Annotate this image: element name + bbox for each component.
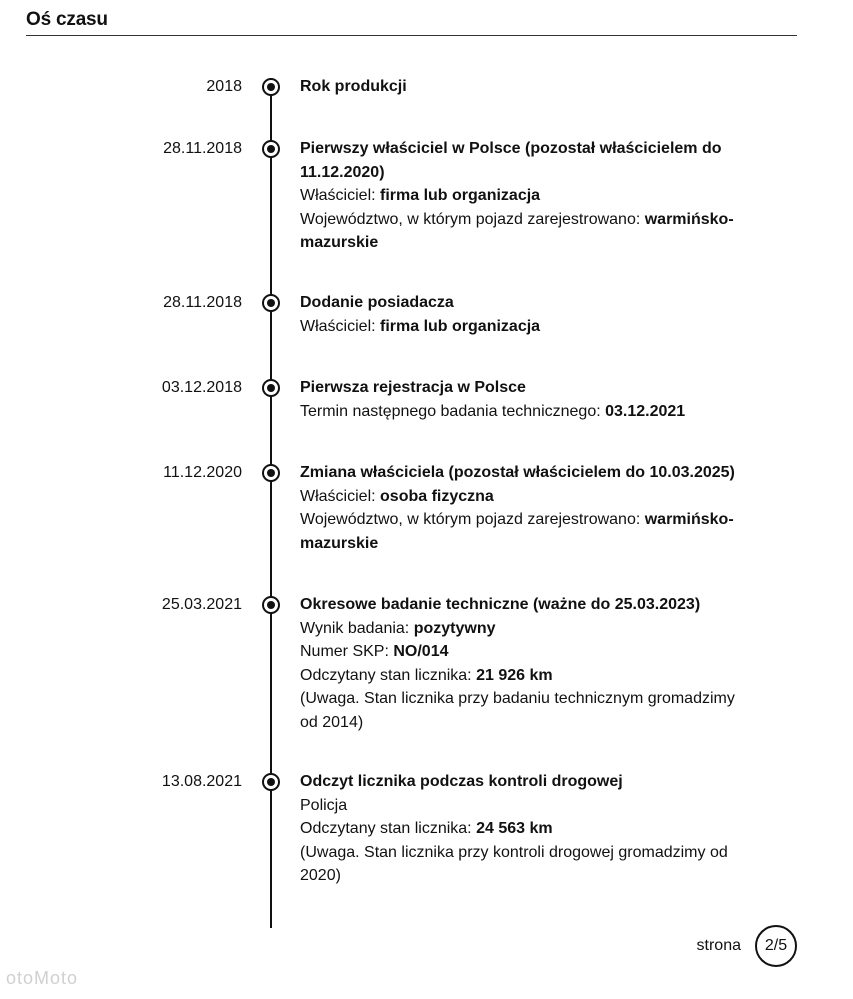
event-detail — [300, 208, 750, 255]
event-title: Okresowe badanie techniczne (ważne do 25.03.2023) — [300, 596, 701, 613]
detail-label: (Uwaga. Stan licznika przy badaniu technicznym gromadzimy od 2014) — [300, 690, 735, 731]
event-date: 03.12.2018 — [161, 379, 242, 396]
event-detail — [300, 485, 750, 509]
timeline-dot-icon — [262, 78, 280, 96]
timeline-dot-icon — [262, 379, 280, 397]
detail-value: NO/014 — [393, 643, 449, 660]
pagination — [697, 925, 797, 967]
detail-value: osoba fizyczna — [380, 487, 494, 505]
event-title: Zmiana właściciela (pozostał właścicielem do 10.03.2025) — [300, 464, 735, 481]
detail-label: Województwo, w którym pojazd zarejestrowano: — [300, 511, 645, 528]
timeline-dot-icon — [262, 596, 280, 614]
detail-value: firma lub organizacja — [380, 187, 541, 204]
detail-label: Odczytany stan licznika: — [300, 666, 477, 684]
detail-label: Właściciel: — [300, 317, 381, 335]
detail-value: 21 926 km — [476, 666, 553, 684]
event-content — [300, 75, 750, 99]
event-detail — [300, 184, 750, 208]
detail-label: Wynik badania: — [300, 619, 414, 637]
event-title: Pierwszy właściciel w Polsce (pozostał właścicielem do 11.12.2020) — [300, 140, 722, 181]
detail-label: Właściciel: — [300, 487, 381, 505]
event-content — [300, 593, 750, 734]
event-detail — [300, 640, 750, 664]
event-content — [300, 770, 750, 888]
detail-value: 03.12.2021 — [605, 402, 686, 420]
detail-label: Policja — [300, 796, 348, 814]
detail-label: Termin następnego badania technicznego: — [300, 402, 606, 420]
event-date: 25.03.2021 — [161, 596, 242, 613]
event-content — [300, 137, 750, 255]
event-note — [300, 687, 750, 734]
detail-label: Województwo, w którym pojazd zarejestrowano: — [300, 210, 645, 228]
page-title: Oś czasu — [26, 9, 108, 30]
event-detail — [300, 617, 750, 641]
timeline-dot-icon — [262, 140, 280, 158]
page-number-badge: 2/5 — [755, 925, 797, 967]
event-title: Odczyt licznika podczas kontroli drogowej — [300, 773, 623, 790]
detail-label: Numer SKP: — [300, 643, 394, 660]
event-content — [300, 461, 750, 555]
event-content — [300, 291, 750, 338]
event-title: Dodanie posiadacza — [300, 294, 454, 311]
page-label: strona — [696, 937, 741, 954]
detail-value: pozytywny — [413, 619, 496, 637]
event-detail — [300, 508, 750, 555]
event-title: Pierwsza rejestracja w Polsce — [300, 379, 526, 396]
event-detail — [300, 817, 750, 841]
event-detail — [300, 794, 750, 818]
detail-label: Odczytany stan licznika: — [300, 820, 477, 837]
timeline-axis — [270, 78, 272, 928]
timeline-dot-icon — [262, 773, 280, 791]
event-content — [300, 376, 750, 423]
event-detail — [300, 400, 750, 424]
detail-value: 24 563 km — [476, 820, 553, 837]
detail-label: (Uwaga. Stan licznika przy kontroli drogowej gromadzimy od 2020) — [300, 843, 728, 884]
event-detail — [300, 315, 750, 339]
event-date: 28.11.2018 — [163, 140, 242, 157]
event-title: Rok produkcji — [300, 78, 407, 95]
timeline-dot-icon — [262, 294, 280, 312]
detail-label: Właściciel: — [300, 187, 381, 204]
event-detail — [300, 664, 750, 688]
event-note — [300, 841, 750, 888]
event-date: 13.08.2021 — [161, 773, 242, 790]
detail-value: warmińsko-mazurskie — [300, 511, 734, 552]
event-date: 28.11.2018 — [163, 294, 242, 311]
detail-value: warmińsko-mazurskie — [300, 210, 734, 251]
detail-value: firma lub organizacja — [380, 317, 541, 335]
watermark-logo: otoMoto — [6, 968, 79, 988]
timeline-dot-icon — [262, 464, 280, 482]
event-date: 2018 — [206, 78, 242, 95]
event-date: 11.12.2020 — [163, 464, 242, 481]
